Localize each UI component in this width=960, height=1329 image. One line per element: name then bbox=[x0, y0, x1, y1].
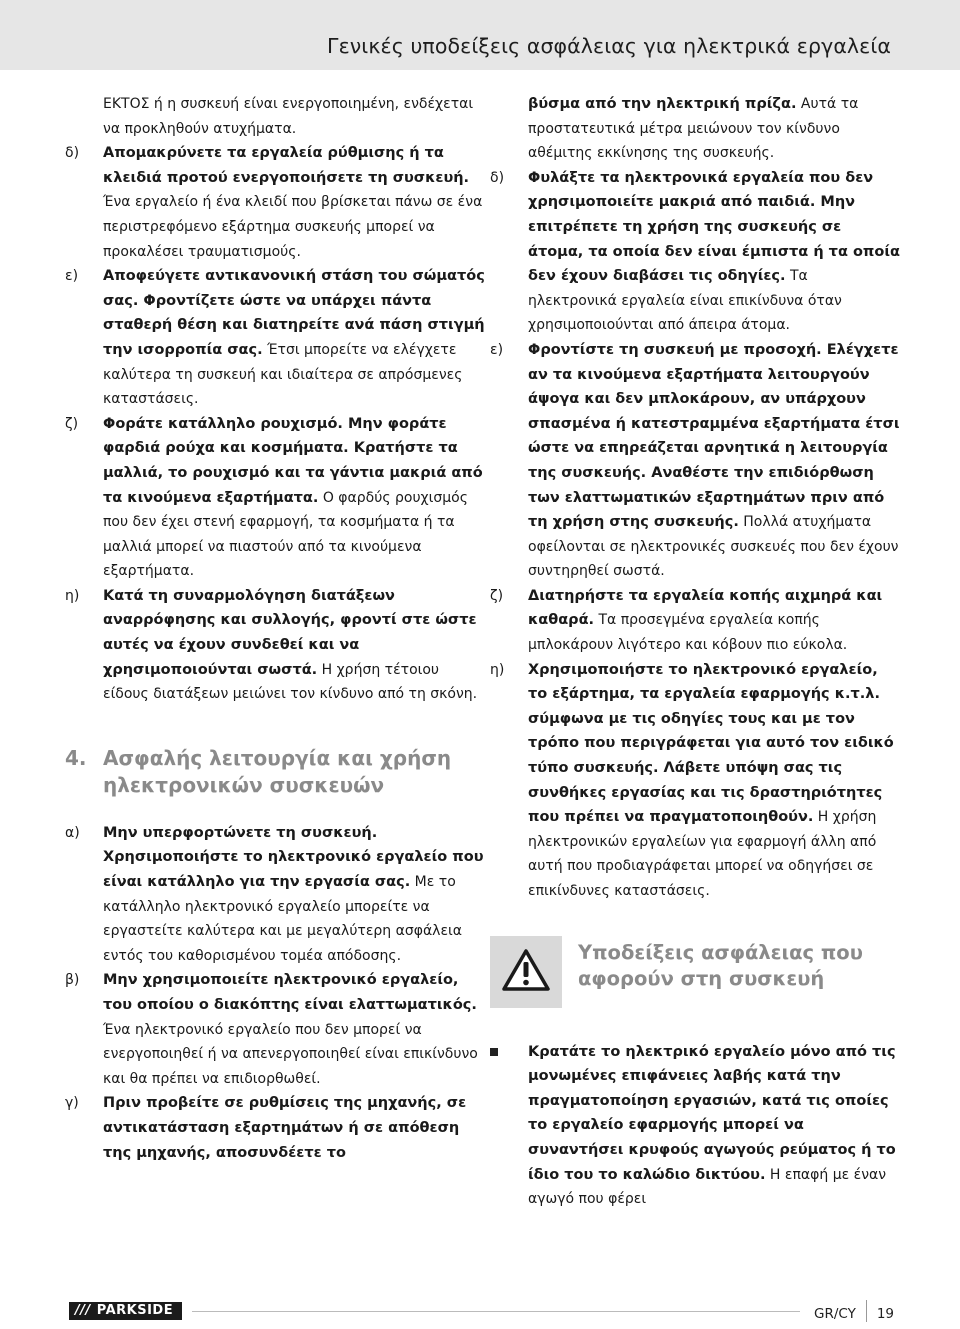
warning-block bbox=[490, 940, 900, 1010]
list-item-bold-text: Φυλάξτε τα ηλεκτρονικά εργαλεία που δεν χρησιμοποιείτε μακριά από παιδιά. Μην επιτρέπετε τη χρήση της συσκευής σε άτομα, τα οποία δεν είναι έμπιστα ή τα οποία δεν έχουν διαβάσει τις οδηγίες. bbox=[528, 169, 900, 285]
list-item-label: η) bbox=[490, 661, 505, 678]
list-item-label: η) bbox=[65, 587, 80, 604]
list-item-normal-text: Ο φαρδύς ρουχισμός που δεν έχει στενή εφαρμογή, τα κοσμήματα ή τα μαλλιά μπορεί να πιαστούν από τα κινούμενα εξαρτήματα. bbox=[103, 489, 468, 580]
list-item-normal-text: Τα προσεγμένα εργαλεία κοπής μπλοκάρουν λιγότερο και κόβουν πιο εύκολα. bbox=[528, 612, 848, 654]
section-number: 4. bbox=[65, 745, 87, 770]
list-item-normal-text: Η χρήση ηλεκτρονικών εργαλείων για εφαρμογή άλλη από αυτή που προδιαγράφεται μπορεί να οδηγήσει σε επικίνδυνες καταστάσεις. bbox=[528, 809, 877, 899]
footer-page-info bbox=[814, 1303, 894, 1325]
list-item-normal-text: Έτσι μπορείτε να ελέγχετε καλύτερα τη συσκευή και ιδιαίτερα σε απρόσμενες καταστάσεις. bbox=[103, 341, 463, 408]
list-item-normal-text: Η χρήση τέτοιου είδους διατάξεων μειώνει τον κίνδυνο από τη σκόνη. bbox=[103, 661, 478, 703]
list-item-label: ε) bbox=[490, 341, 504, 358]
list-item-bold-text: Διατηρήστε τα εργαλεία κοπής αιχμηρά και καθαρά. bbox=[528, 587, 883, 629]
list-item-bold-text: Απομακρύνετε τα εργαλεία ρύθμισης ή τα κλειδιά προτού ενεργοποιήσετε τη συσκευή. bbox=[103, 145, 470, 186]
list-item-label: ε) bbox=[65, 268, 79, 285]
list-item bbox=[490, 658, 900, 904]
list-item bbox=[490, 584, 900, 658]
list-item-normal-text: Τα ηλεκτρονικά εργαλεία είναι επικίνδυνα όταν χρησιμοποιούνται από άπειρα άτομα. bbox=[528, 268, 842, 334]
list-item-bold-text: Φοράτε κατάλληλο ρουχισμό. Μην φοράτε φαρδιά ρούχα και κοσμήματα. Κρατήστε τα μαλλιά, το ρουχισμό και τα γάντια μακριά από τα κινούμενα εξαρτήματα. bbox=[103, 415, 483, 506]
right-column bbox=[490, 92, 900, 1212]
intro-text: ΕΚΤΟΣ ή η συσκευή είναι ενεργοποιημένη, ενδέχεται να προκληθούν ατυχήματα. bbox=[103, 96, 474, 137]
section-heading bbox=[65, 745, 485, 799]
list-item-normal-text: Πολλά ατυχήματα οφείλονται σε ηλεκτρονικές συσκευές που δεν έχουν συντηρηθεί σωστά. bbox=[528, 514, 899, 580]
list-item bbox=[65, 1091, 485, 1165]
list-item-bold-text: Αποφεύγετε αντικανονική στάση του σώματός σας. Φροντίζετε ώστε να υπάρχει πάντα σταθερή θέση και διατηρείτε ανά πάση στιγμή την ισορροπία σας. bbox=[103, 268, 485, 358]
parkside-logo bbox=[69, 1302, 182, 1320]
bullet-bold: Κρατάτε το ηλεκτρικό εργαλείο μόνο από τις μονωμένες επιφάνειες λαβής κατά την πραγματοποίηση εργασιών, κατά τις οποίες το εργαλείο εφαρμογής μπορεί να συναντήσει κρυφούς αγωγούς ρεύματος ή το ίδιο του το καλώδιο δικτύου. bbox=[528, 1043, 896, 1183]
list-item bbox=[490, 166, 900, 338]
list-item bbox=[65, 584, 485, 707]
bullet-paragraph bbox=[490, 1040, 900, 1212]
warning-title bbox=[578, 940, 863, 992]
footer-rule bbox=[192, 1311, 800, 1312]
list-item-label: δ) bbox=[490, 169, 505, 186]
page-header-title: Γενικές υποδείξεις ασφάλειας για ηλεκτρικά εργαλεία bbox=[327, 34, 891, 58]
footer-separator bbox=[866, 1300, 867, 1322]
continuation-bold: βύσμα από την ηλεκτρική πρίζα. bbox=[528, 96, 797, 112]
left-items-group-a bbox=[65, 141, 485, 707]
list-item-label: α) bbox=[65, 824, 80, 841]
right-items-group bbox=[490, 166, 900, 904]
section-title-line2: ηλεκτρονικών συσκευών bbox=[103, 772, 385, 797]
list-item-bold-text: Κατά τη συναρμολόγηση διατάξεων αναρρόφησης και συλλογής, φροντί στε ώστε αυτές να έχουν συνδεθεί και να χρησιμοποιούνται σωστά. bbox=[103, 587, 477, 678]
list-item bbox=[65, 141, 485, 264]
list-item-label: δ) bbox=[65, 145, 80, 162]
continuation-normal: Αυτά τα προστατευτικά μέτρα μειώνουν τον κίνδυνο αθέμιτης εκκίνησης της συσκευής. bbox=[528, 96, 859, 162]
list-item-normal-text: Με το κατάλληλο ηλεκτρονικό εργαλείο μπορείτε να εργαστείτε καλύτερα και με μεγαλύτερη ασφάλεια εντός του καθορισμένου τομέα απόδοσης. bbox=[103, 874, 463, 964]
list-item-label: ζ) bbox=[65, 415, 79, 432]
logo-slashes: /// bbox=[75, 1303, 91, 1318]
list-item-normal-text: Ένα εργαλείο ή ένα κλειδί που βρίσκεται πάνω σε ένα περιστρεφόμενο εξάρτημα συσκευής μπορεί να προκαλέσει τραυματισμούς. bbox=[103, 194, 483, 260]
warning-title-line1: Υποδείξεις ασφάλειας που bbox=[578, 940, 863, 964]
warning-box bbox=[490, 936, 562, 1008]
list-item bbox=[65, 264, 485, 412]
list-item-bold-text: Πριν προβείτε σε ρυθμίσεις της μηχανής, σε αντικατάσταση εξαρτημάτων ή σε απόθεση της μηχανής, αποσυνδέετε το bbox=[103, 1095, 467, 1161]
list-item-bold-text: Μην χρησιμοποιείτε ηλεκτρονικό εργαλείο, του οποίου ο διακόπτης είναι ελαττωματικός. bbox=[103, 972, 477, 1013]
list-item bbox=[65, 821, 485, 969]
section-title-line1: Ασφαλής λειτουργία και χρήση bbox=[103, 745, 452, 770]
continuation-paragraph bbox=[490, 92, 900, 166]
footer-language-code: GR/CY bbox=[813, 1306, 856, 1322]
list-item-label: ζ) bbox=[490, 587, 504, 604]
list-item-label: β) bbox=[65, 972, 80, 989]
intro-paragraph bbox=[65, 92, 485, 141]
list-item-bold-text: Φροντίστε τη συσκευή με προσοχή. Ελέγχετε αν τα κινούμενα εξαρτήματα λειτουργούν άψογα και δεν μπλοκάρουν, αν υπάρχουν σπασμένα ή κατεστραμμένα εξαρτήματα έτσι ώστε να επηρεάζεται αρνητικά η λειτουργία της συσκευής. Αναθέστε την επιδιόρθωση των ελαττωματικών εξαρτημάτων πριν από τη χρήση στης συσκευής. bbox=[528, 341, 900, 531]
list-item bbox=[65, 412, 485, 584]
list-item bbox=[490, 338, 900, 584]
bullet-square-icon bbox=[490, 1048, 498, 1056]
list-item-bold-text: Μην υπερφορτώνετε τη συσκευή. Χρησιμοποιήστε το ηλεκτρονικό εργαλείο που είναι κατάλληλο για την εργασία σας. bbox=[103, 824, 484, 891]
footer-page-number: 19 bbox=[876, 1306, 894, 1322]
list-item-normal-text: Ένα ηλεκτρονικό εργαλείο που δεν μπορεί να ενεργοποιηθεί ή να απενεργοποιηθεί είναι επικίνδυνο και θα πρέπει να επιδιορθωθεί. bbox=[103, 1021, 478, 1087]
warning-title-line2: αφορούν στη συσκευή bbox=[578, 966, 825, 990]
warning-triangle-icon bbox=[502, 948, 550, 992]
left-column bbox=[65, 92, 485, 1165]
list-item-bold-text: Χρησιμοποιήστε το ηλεκτρονικό εργαλείο, το εξάρτημα, τα εργαλεία εφαρμογής κ.τ.λ. σύμφωνα με τις οδηγίες τους και με τον τρόπο που περιγράφεται για αυτό τον ειδικό τύπο συσκευής. Λάβετε υπόψη σας τις συνθήκες εργασίας και τις δραστηριότητες που πρέπει να πραγματοποιηθούν. bbox=[528, 661, 894, 826]
left-items-group-b bbox=[65, 821, 485, 1165]
logo-text: PARKSIDE bbox=[96, 1303, 174, 1318]
list-item bbox=[65, 968, 485, 1091]
bullet-normal: Η επαφή με έναν αγωγό που φέρει bbox=[528, 1166, 887, 1208]
list-item-label: γ) bbox=[65, 1095, 79, 1112]
